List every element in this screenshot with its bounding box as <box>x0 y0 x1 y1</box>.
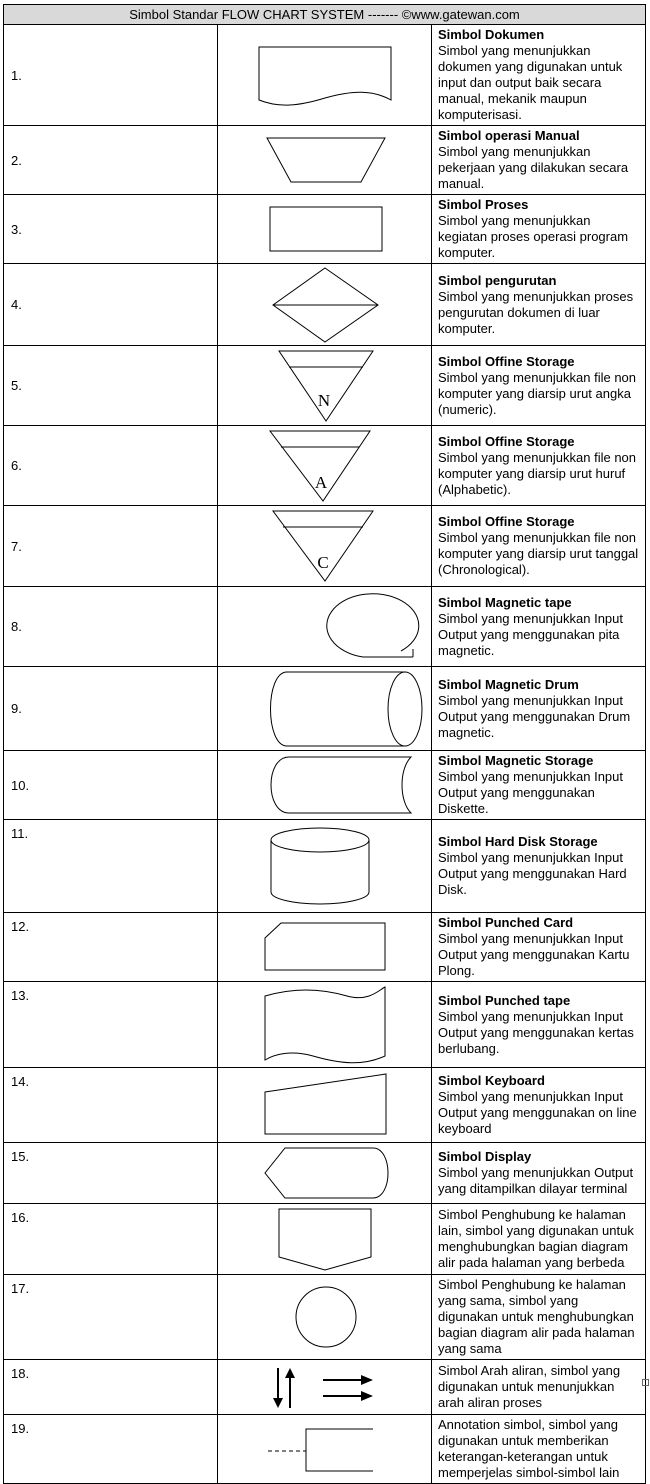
keyboard-icon <box>223 1070 427 1140</box>
symbol-cell <box>218 195 432 264</box>
table-row <box>4 913 646 982</box>
table-header <box>4 5 646 25</box>
punched-card-icon <box>223 920 427 974</box>
table-row <box>4 25 646 126</box>
offline-storage-c-icon <box>223 508 427 584</box>
table-row <box>4 195 646 264</box>
symbol-cell <box>218 667 432 751</box>
symbol-title: Simbol Offine Storage <box>438 433 575 449</box>
description-cell <box>432 1204 646 1275</box>
description-cell <box>432 587 646 667</box>
description-cell <box>432 1275 646 1360</box>
symbol-cell <box>218 126 432 195</box>
description-cell <box>432 1143 646 1204</box>
flowchart-symbol-table-page <box>3 4 646 1484</box>
symbol-title: Simbol Magnetic Storage <box>438 753 594 768</box>
magnetic-drum-icon <box>223 669 427 749</box>
table-row <box>4 1143 646 1204</box>
row-number: 9. <box>4 667 218 751</box>
offline-storage-n-icon <box>223 348 427 424</box>
symbol-cell <box>218 587 432 667</box>
table-row <box>4 506 646 587</box>
row-number: 6. <box>4 426 218 506</box>
flowchart-symbol-table <box>3 4 646 1484</box>
symbol-cell <box>218 264 432 346</box>
table-header-row <box>4 5 646 25</box>
header-watermark: ©www.gatewan.com <box>401 7 520 22</box>
storage-letter: A <box>314 472 327 492</box>
symbol-cell <box>218 751 432 820</box>
symbol-title: Simbol Dokumen <box>438 27 545 42</box>
row-number: 1. <box>4 25 218 126</box>
table-row <box>4 1068 646 1143</box>
symbol-cell <box>218 1360 432 1415</box>
description-cell <box>432 1068 646 1143</box>
table-row <box>4 1204 646 1275</box>
symbol-cell <box>218 820 432 913</box>
symbol-cell <box>218 1275 432 1360</box>
table-row <box>4 426 646 506</box>
document-icon <box>223 42 427 108</box>
row-number: 17. <box>4 1275 218 1360</box>
symbol-title: Simbol pengurutan <box>438 272 557 288</box>
symbol-description: Simbol yang menunjukkan Input Output yang menggunakan pita magnetic. <box>438 610 624 658</box>
description-cell <box>432 1415 646 1484</box>
symbol-title: Simbol Hard Disk Storage <box>438 834 598 849</box>
description-cell <box>432 506 646 587</box>
symbol-description: Simbol yang menunjukkan Input Output yang menggunakan Hard Disk. <box>438 850 627 897</box>
symbol-description: Simbol Penghubung ke halaman yang sama, simbol yang digunakan untuk menghubungkan bagian diagram alir pada halaman yang sama <box>438 1277 635 1356</box>
row-number: 2. <box>4 126 218 195</box>
table-row <box>4 982 646 1068</box>
symbol-title: Simbol Offine Storage <box>438 514 575 529</box>
row-number: 16. <box>4 1204 218 1275</box>
description-cell <box>432 667 646 751</box>
symbol-description: Simbol yang menunjukkan proses pengurutan dokumen di luar komputer. <box>438 288 634 336</box>
table-row <box>4 346 646 426</box>
symbol-cell <box>218 1068 432 1143</box>
resize-handle[interactable] <box>642 1379 649 1386</box>
symbol-description: Simbol Arah aliran, simbol yang digunakan untuk menunjukkan arah aliran proses <box>438 1363 621 1410</box>
off-page-connector-icon <box>223 1206 427 1272</box>
display-icon <box>223 1145 427 1201</box>
description-cell <box>432 820 646 913</box>
table-row <box>4 820 646 913</box>
storage-letter: N <box>317 390 330 410</box>
row-number: 19. <box>4 1415 218 1484</box>
description-cell <box>432 913 646 982</box>
row-number: 5. <box>4 346 218 426</box>
row-number: 15. <box>4 1143 218 1204</box>
symbol-description: Simbol Penghubung ke halaman lain, simbol yang digunakan untuk menghubungkan bagian diagram alir pada halaman yang berbeda <box>438 1207 634 1270</box>
symbol-title: Simbol Punched Card <box>438 915 574 930</box>
symbol-description: Simbol yang menunjukkan dokumen yang digunakan untuk input dan output baik secara manual, mekanik maupun komputerisasi. <box>438 43 623 122</box>
symbol-title: Simbol Magnetic Drum <box>438 676 579 692</box>
symbol-title: Simbol Keyboard <box>438 1073 545 1088</box>
row-number: 14. <box>4 1068 218 1143</box>
row-number: 13. <box>4 982 218 1068</box>
process-icon <box>223 204 427 254</box>
table-row <box>4 587 646 667</box>
symbol-cell <box>218 982 432 1068</box>
header-title: Simbol Standar FLOW CHART SYSTEM ------- <box>129 7 399 22</box>
manual-operation-icon <box>223 133 427 187</box>
symbol-description: Simbol yang menunjukkan file non komputer yang diarsip urut tanggal (Chronological). <box>438 530 639 577</box>
symbol-title: Simbol Display <box>438 1149 532 1164</box>
table-row <box>4 1275 646 1360</box>
symbol-cell <box>218 913 432 982</box>
row-number: 4. <box>4 264 218 346</box>
row-number: 12. <box>4 913 218 982</box>
description-cell <box>432 195 646 264</box>
punched-tape-icon <box>223 984 427 1066</box>
row-number: 18. <box>4 1360 218 1415</box>
symbol-cell <box>218 1143 432 1204</box>
symbol-title: Simbol Punched tape <box>438 992 571 1008</box>
table-row <box>4 1415 646 1484</box>
description-cell <box>432 426 646 506</box>
symbol-cell <box>218 346 432 426</box>
description-cell <box>432 1360 646 1415</box>
symbol-description: Simbol yang menunjukkan kegiatan proses operasi program komputer. <box>438 213 629 260</box>
sort-icon <box>223 266 427 344</box>
symbol-description: Simbol yang menunjukkan Input Output yang menggunakan Drum magnetic. <box>438 692 631 740</box>
row-number: 11. <box>4 820 218 913</box>
symbol-cell <box>218 426 432 506</box>
symbol-cell <box>218 25 432 126</box>
symbol-description: Simbol yang menunjukkan Input Output yang menggunakan Diskette. <box>438 769 624 816</box>
row-number: 3. <box>4 195 218 264</box>
description-cell <box>432 264 646 346</box>
table-row <box>4 751 646 820</box>
symbol-description: Simbol yang menunjukkan file non komputer yang diarsip urut angka (numeric). <box>438 369 637 417</box>
magnetic-tape-icon <box>223 589 427 665</box>
symbol-description: Simbol yang menunjukkan Input Output yang menggunakan Kartu Plong. <box>438 931 630 978</box>
symbol-description: Simbol yang menunjukkan pekerjaan yang dilakukan secara manual. <box>438 144 629 191</box>
symbol-title: Simbol Proses <box>438 197 529 212</box>
symbol-cell <box>218 506 432 587</box>
symbol-cell <box>218 1204 432 1275</box>
on-page-connector-icon <box>223 1284 427 1350</box>
storage-letter: C <box>316 553 329 572</box>
table-row <box>4 126 646 195</box>
description-cell <box>432 346 646 426</box>
flow-arrows-icon <box>223 1362 427 1412</box>
row-number: 10. <box>4 751 218 820</box>
description-cell <box>432 25 646 126</box>
table-row <box>4 667 646 751</box>
symbol-description: Simbol yang menunjukkan Input Output yang menggunakan kertas berlubang. <box>438 1008 634 1056</box>
annotation-icon <box>223 1425 427 1473</box>
symbol-description: Simbol yang menunjukkan file non komputer yang diarsip urut huruf (Alphabetic). <box>438 449 637 497</box>
symbol-description: Simbol yang menunjukkan Output yang ditampilkan dilayar terminal <box>438 1165 634 1196</box>
offline-storage-a-icon <box>223 428 427 504</box>
magnetic-storage-icon <box>223 753 427 817</box>
table-row <box>4 1360 646 1415</box>
row-number: 7. <box>4 506 218 587</box>
description-cell <box>432 751 646 820</box>
row-number: 8. <box>4 587 218 667</box>
symbol-title: Simbol Magnetic tape <box>438 594 572 610</box>
description-cell <box>432 982 646 1068</box>
hard-disk-icon <box>223 822 427 910</box>
table-row <box>4 264 646 346</box>
symbol-cell <box>218 1415 432 1484</box>
symbol-title: Simbol Offine Storage <box>438 353 575 369</box>
symbol-description: Simbol yang menunjukkan Input Output yang menggunakan on line keyboard <box>438 1089 637 1136</box>
description-cell <box>432 126 646 195</box>
symbol-title: Simbol operasi Manual <box>438 128 580 143</box>
symbol-description: Annotation simbol, simbol yang digunakan untuk memberikan keterangan-keterangan untuk memperjelas simbol-simbol lain <box>438 1417 620 1480</box>
